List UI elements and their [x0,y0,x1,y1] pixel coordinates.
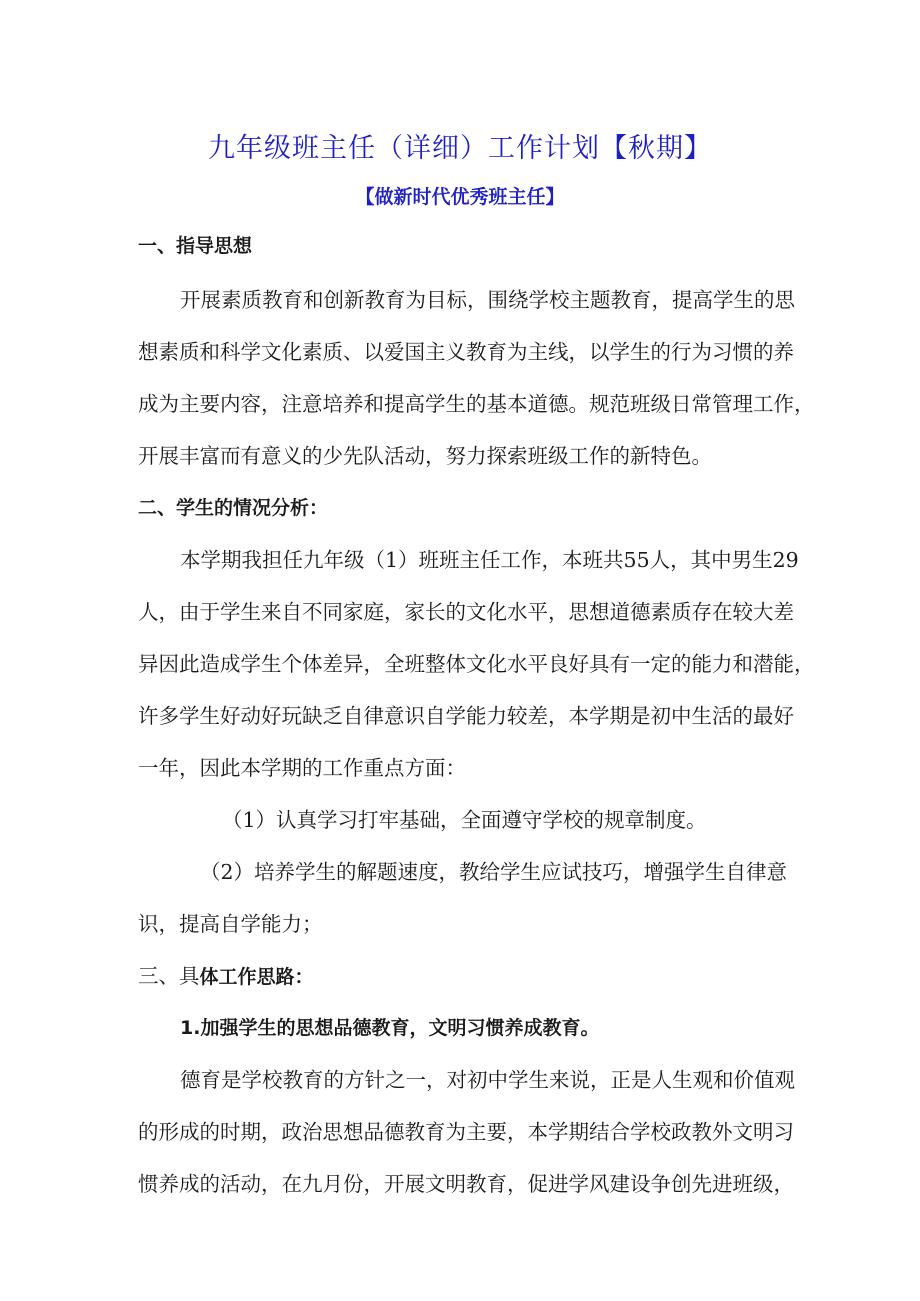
list-item-2-continued: 识，提高自学能力； [138,912,323,936]
paragraph-line: 想素质和科学文化素质、以爱国主义教育为主线，以学生的行为习惯的养 [138,340,794,364]
paragraph-line: 许多学生好动好玩缺乏自律意识自学能力较差，本学期是初中生活的最好 [138,704,794,728]
paragraph-line: 的形成的时期，政治思想品德教育为主要，本学期结合学校政教外文明习 [138,1120,794,1144]
paragraph-line: 异因此造成学生个体差异，全班整体文化水平良好具有一定的能力和潜能， [138,652,815,676]
paragraph-line: 一年，因此本学期的工作重点方面： [138,756,466,780]
paragraph-line: 开展素质教育和创新教育为目标，围绕学校主题教育，提高学生的思 [180,288,795,312]
document-subtitle: 【做新时代优秀班主任】 [355,186,565,208]
paragraph-line: 开展丰富而有意义的少先队活动，努力探索班级工作的新特色。 [138,444,712,468]
subheading-moral-education: 1.加强学生的思想品德教育，文明习惯养成教育。 [180,1017,600,1039]
section-heading-student-analysis: 二、学生的情况分析： [138,497,329,519]
paragraph-line: 人，由于学生来自不同家庭，家长的文化水平，思想道德素质存在较大差 [138,600,794,624]
section-heading-bold: 体工作思路： [199,966,314,988]
paragraph-line: 惯养成的活动，在九月份，开展文明教育，促进学风建设争创先进班级， [138,1172,794,1196]
document-title: 九年级班主任（详细）工作计划【秋期】 [208,133,712,164]
paragraph-line: 本学期我担任九年级（1）班班主任工作，本班共55人，其中男生29 [180,548,799,572]
list-item-2: （2）培养学生的解题速度，教给学生应试技巧，增强学生自律意 [200,860,788,884]
section-heading-guiding-ideology: 一、指导思想 [138,235,253,257]
paragraph-line: 成为主要内容，注意培养和提高学生的基本道德。规范班级日常管理工作， [138,392,815,416]
paragraph-line: 德育是学校教育的方针之一，对初中学生来说，正是人生观和价值观 [180,1068,795,1092]
section-heading-prefix: 三、具 [138,964,200,988]
section-heading-work-ideas [138,962,314,991]
list-item-1: （1）认真学习打牢基础，全面遵守学校的规章制度。 [222,808,707,832]
